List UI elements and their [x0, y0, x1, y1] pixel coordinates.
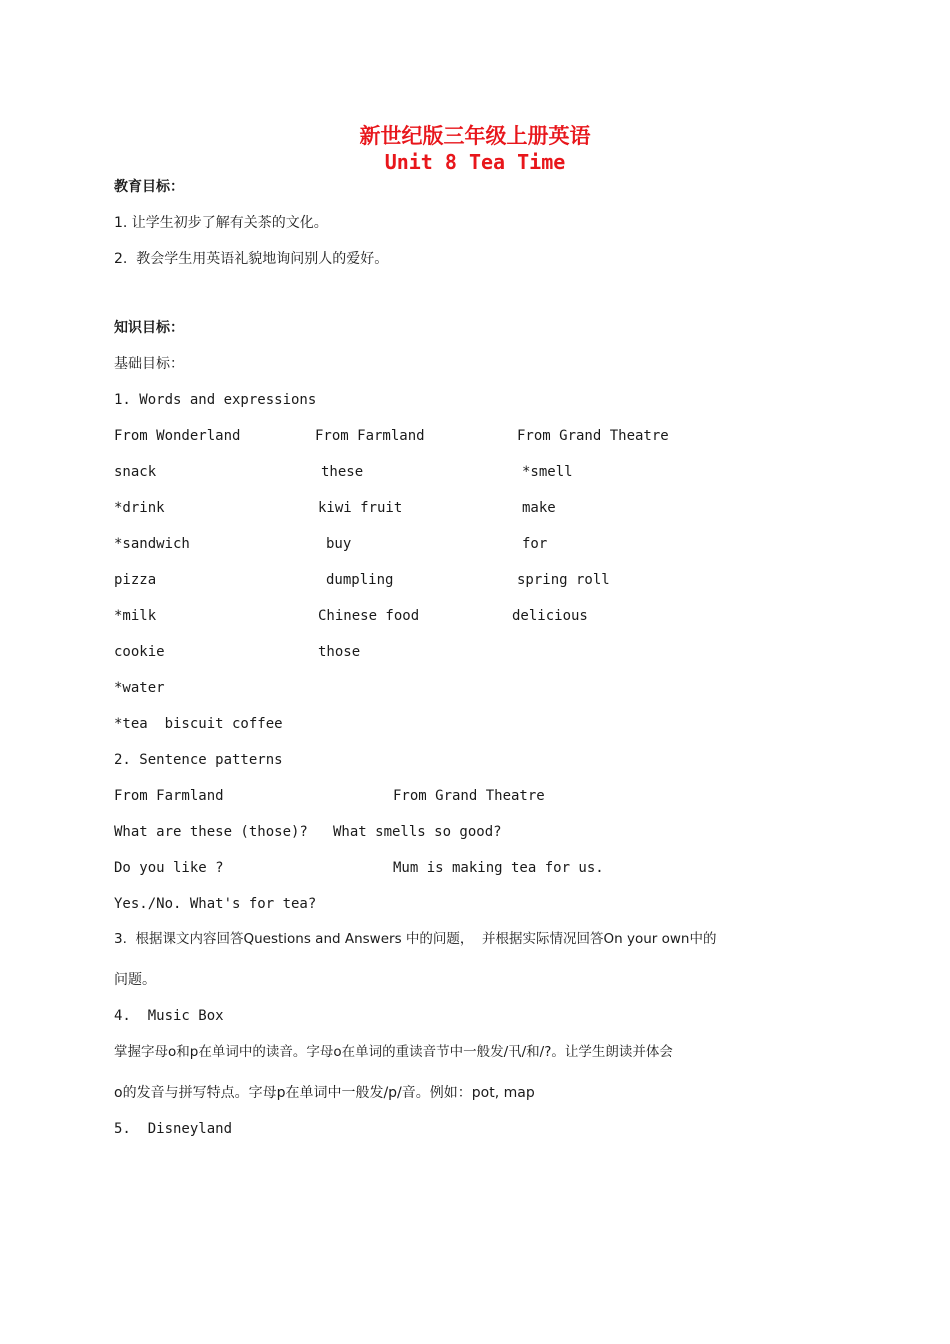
word-column-header: From Grand Theatre [517, 428, 669, 444]
word-cell: dumpling [326, 572, 394, 588]
word-cell: pizza [114, 572, 157, 588]
sentence-section-title: 2. Sentence patterns [114, 752, 283, 768]
item-4-text-cont: o的发音与拼写特点。字母p在单词中一般发/p/音。例如：pot, map [114, 1085, 535, 1101]
word-column-header: From Wonderland [114, 428, 241, 444]
sentence-column-header: From Grand Theatre [393, 788, 545, 804]
item-5-title: 5. Disneyland [114, 1121, 233, 1137]
sentence-column-header: From Farmland [114, 788, 224, 804]
word-cell: *sandwich [114, 536, 190, 552]
word-cell: these [321, 464, 364, 480]
word-cell: *drink [114, 500, 165, 516]
document-title-unit: Unit 8 Tea Time [384, 150, 566, 174]
word-cell: kiwi fruit [318, 500, 403, 516]
sentence-cell: What are these (those)? [114, 824, 308, 840]
edu-goal-item: 2. 教会学生用英语礼貌地询问别人的爱好。 [114, 251, 389, 267]
word-cell: for [522, 536, 548, 552]
word-column-header: From Farmland [315, 428, 425, 444]
word-cell: cookie [114, 644, 165, 660]
word-cell: Chinese food [318, 608, 420, 624]
word-cell: buy [326, 536, 352, 552]
sentence-cell: What smells so good? [333, 824, 502, 840]
knowledge-goals-heading: 知识目标： [114, 320, 184, 336]
word-cell: *tea biscuit coffee [114, 716, 283, 732]
word-cell: *milk [114, 608, 157, 624]
sentence-cell: Do you like ? [114, 860, 224, 876]
word-cell: those [318, 644, 361, 660]
basic-goals-label: 基础目标： [114, 356, 184, 372]
word-cell: delicious [512, 608, 588, 624]
word-cell: snack [114, 464, 157, 480]
edu-goals-heading: 教育目标： [114, 179, 184, 195]
word-cell: spring roll [517, 572, 610, 588]
item-3-text: 3. 根据课文内容回答Questions and Answers 中的问题， 并根据实际情况回答On your own中的 [114, 931, 717, 947]
item-3-text-cont: 问题。 [114, 972, 156, 988]
sentence-cell: Yes./No. What's for tea? [114, 896, 317, 912]
word-cell: *water [114, 680, 165, 696]
word-cell: make [522, 500, 556, 516]
sentence-cell: Mum is making tea for us. [393, 860, 604, 876]
words-section-title: 1. Words and expressions [114, 392, 317, 408]
item-4-title: 4. Music Box [114, 1008, 224, 1024]
edu-goal-item: 1. 让学生初步了解有关茶的文化。 [114, 215, 328, 231]
word-cell: *smell [522, 464, 573, 480]
document-title-chinese: 新世纪版三年级上册英语 [359, 124, 591, 148]
item-4-text: 掌握字母o和p在单词中的读音。字母o在单词的重读音节中一般发/卂/和/?。让学生朗读并体会 [114, 1044, 673, 1060]
